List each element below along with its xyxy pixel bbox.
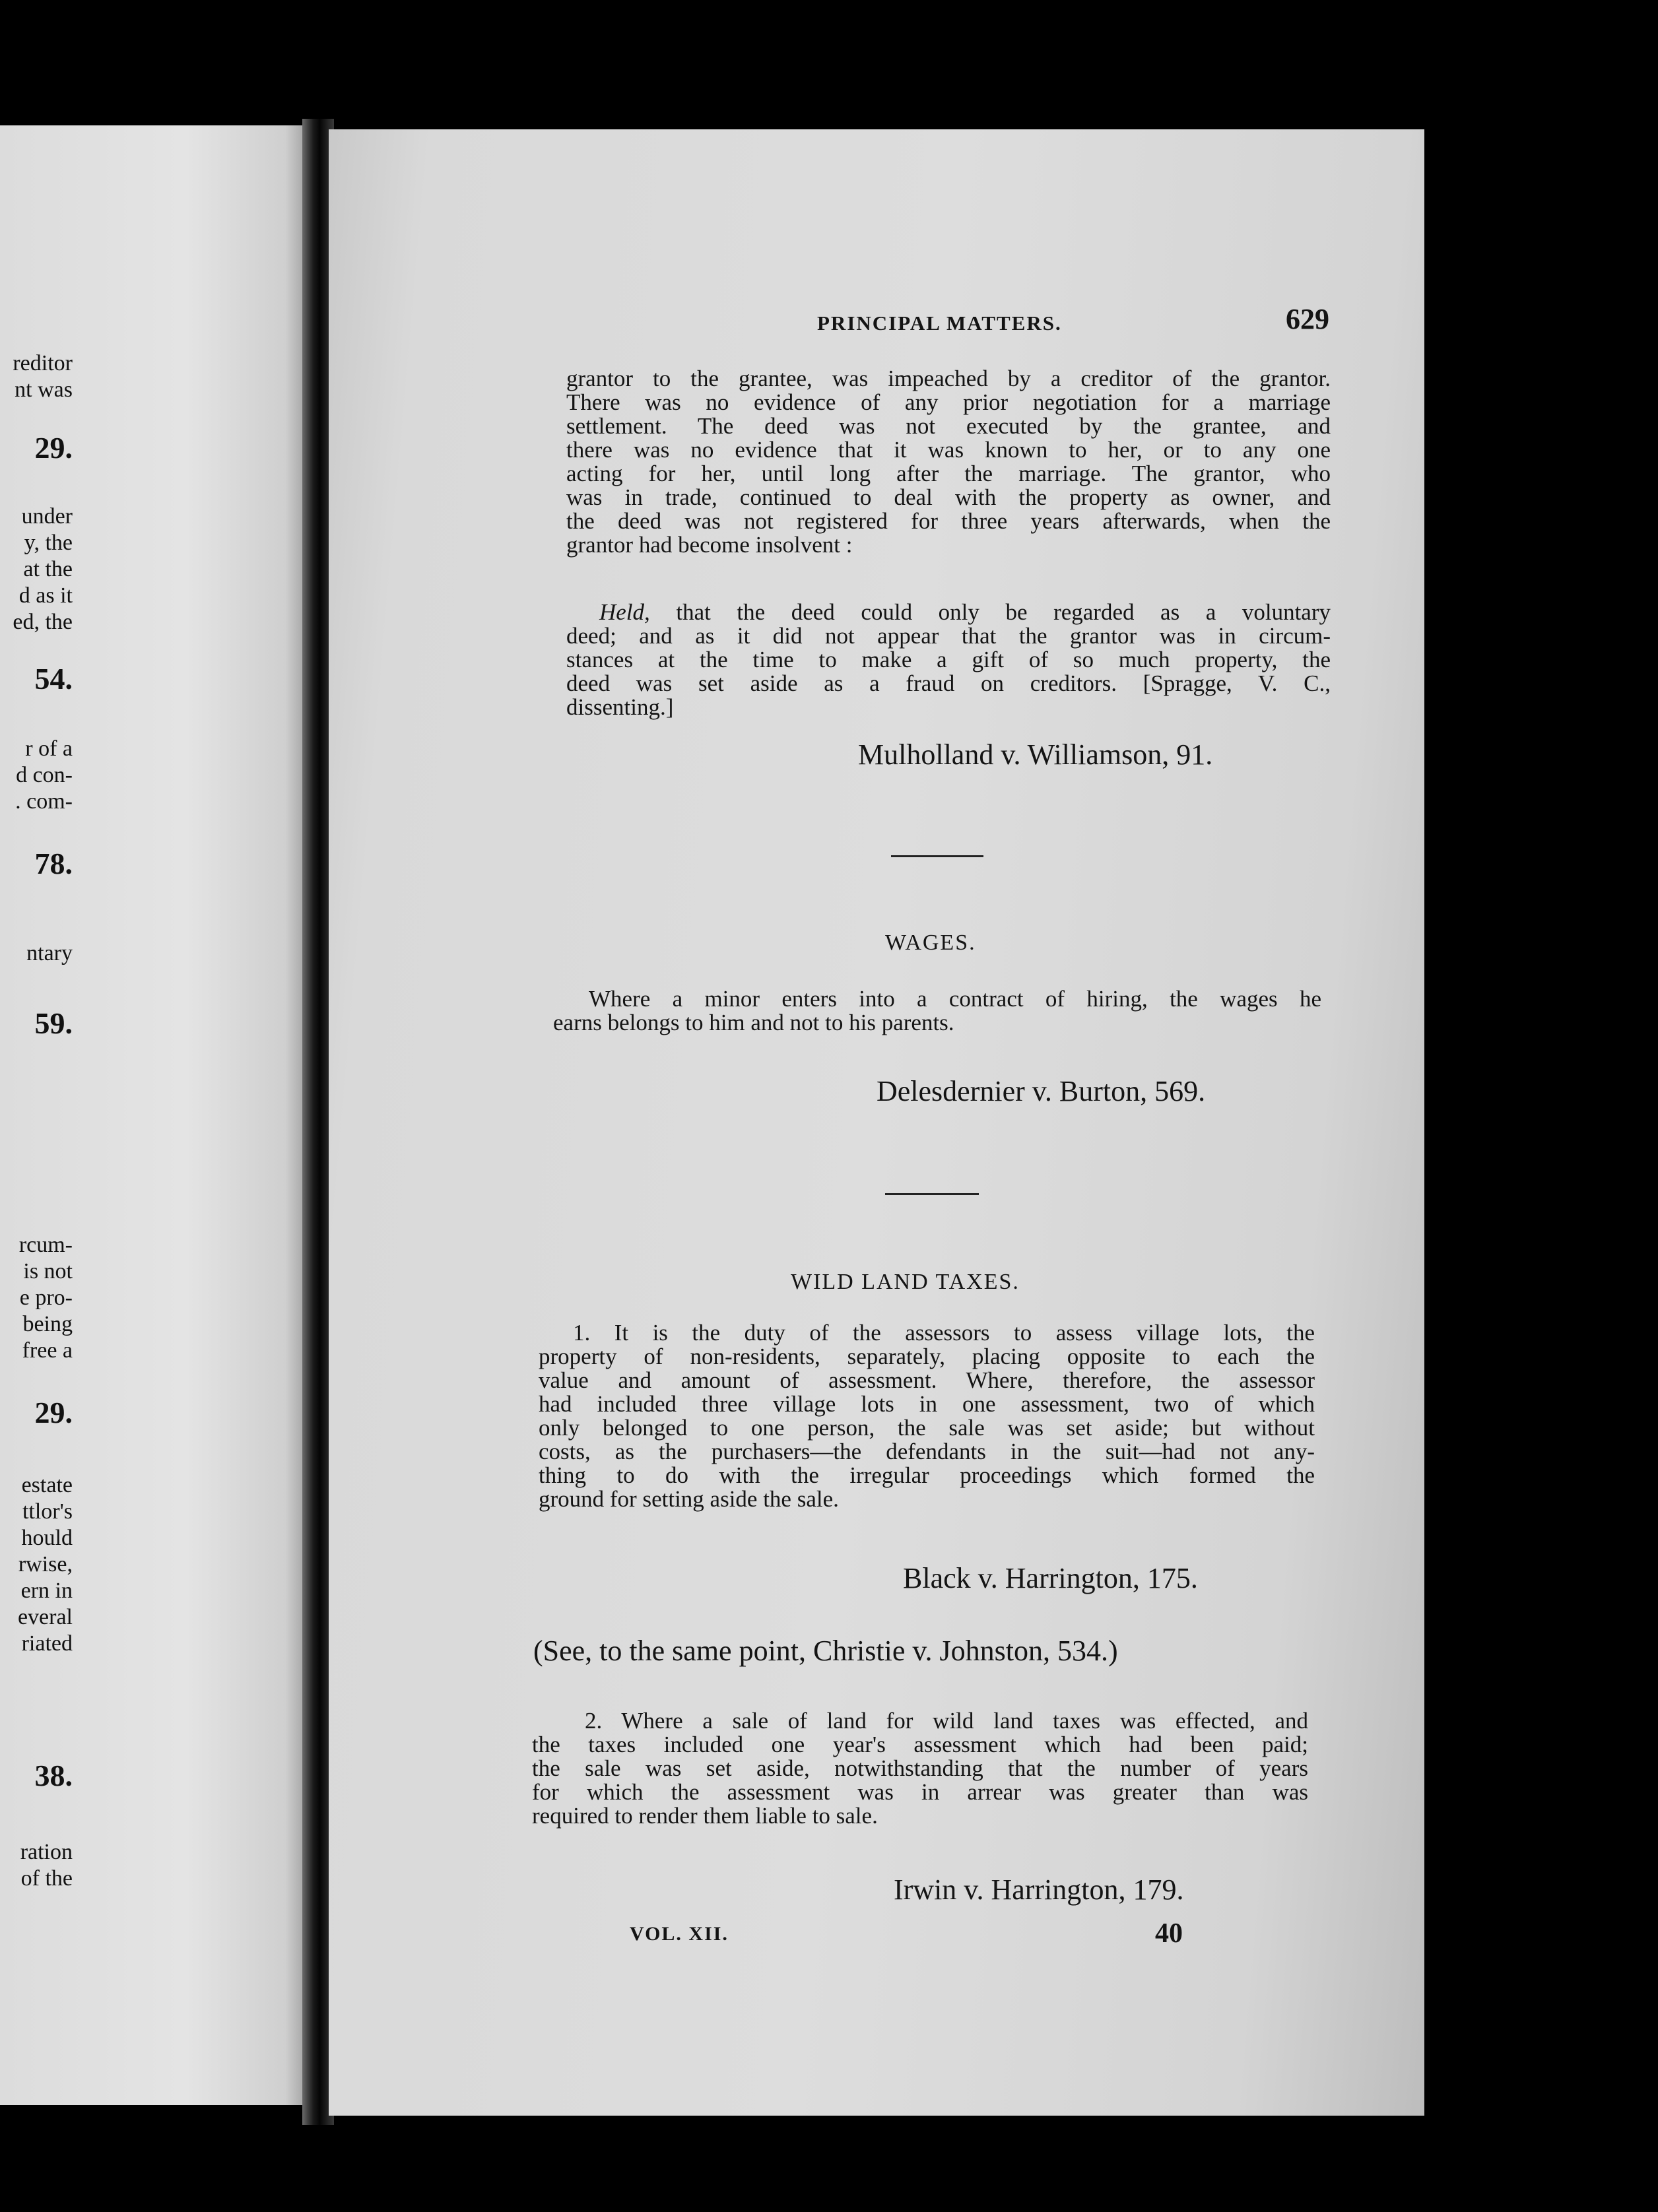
- left-fragment-line: ed, the: [13, 610, 73, 634]
- left-fragment-line: ttlor's: [22, 1499, 73, 1524]
- text-line: that the deed could only be regarded as a voluntary: [676, 599, 1331, 625]
- left-fragment-line: riated: [21, 1631, 73, 1656]
- section-divider: [885, 1193, 979, 1195]
- left-fragment-number: 54.: [34, 662, 73, 696]
- text-line: deed; and as it did not appear that the grantor was in circum-: [566, 623, 1331, 649]
- text-line: There was no evidence of any prior negotiation for a marriage: [566, 389, 1331, 415]
- left-fragment-number: 29.: [34, 1396, 73, 1429]
- left-fragment-line: rcum-: [18, 1233, 73, 1257]
- wild-land-item-1: [539, 1321, 1315, 1511]
- text-line: dissenting.]: [566, 694, 674, 720]
- left-fragment-line: nt was: [15, 377, 73, 402]
- text-line: stances at the time to make a gift of so much property, the: [566, 647, 1331, 672]
- left-fragment-number: 29.: [34, 431, 73, 465]
- text-line: for which the assessment was in arrear was greater than was: [532, 1779, 1308, 1805]
- left-fragment-line: hould: [21, 1526, 73, 1550]
- left-fragment-line: free a: [22, 1338, 73, 1363]
- left-fragment-line: ration: [20, 1840, 73, 1864]
- section-heading-wild-land-taxes: WILD LAND TAXES.: [791, 1270, 1020, 1294]
- text-line: property of non-residents, separately, placing opposite to each the: [539, 1344, 1315, 1369]
- wild-land-item-2: [532, 1709, 1308, 1828]
- left-fragment-line: estate: [21, 1473, 73, 1497]
- text-line: the deed was not registered for three years afterwards, when the: [566, 508, 1331, 534]
- wages-paragraph: [553, 987, 1321, 1035]
- left-fragment-line: d con-: [16, 763, 73, 787]
- right-page: [329, 129, 1424, 2116]
- volume-label: VOL. XII.: [630, 1923, 729, 1945]
- left-fragment-line: rwise,: [18, 1552, 73, 1577]
- left-fragment-line: under: [21, 504, 73, 529]
- left-fragment-line: ern in: [20, 1578, 73, 1603]
- text-line: 1. It is the duty of the assessors to assess village lots, the: [573, 1320, 1315, 1346]
- left-fragment-line: y, the: [24, 531, 73, 555]
- case-citation: Delesdernier v. Burton, 569.: [877, 1075, 1206, 1107]
- page-number: 629: [1286, 303, 1329, 335]
- text-line: acting for her, until long after the marriage. The grantor, who: [566, 461, 1331, 486]
- left-fragment-line: ntary: [26, 941, 73, 965]
- left-fragment-number: 78.: [34, 847, 73, 880]
- text-line: had included three village lots in one assessment, two of which: [539, 1391, 1315, 1417]
- signature-number: 40: [1155, 1918, 1183, 1949]
- see-also-citation: (See, to the same point, Christie v. Johnston, 534.): [533, 1635, 1118, 1667]
- text-line: costs, as the purchasers—the defendants in the suit—had not any-: [539, 1439, 1315, 1464]
- paragraph-continued: [566, 367, 1331, 557]
- section-heading-wages: WAGES.: [885, 930, 976, 955]
- left-fragment-number: 59.: [34, 1006, 73, 1040]
- left-fragment-line: e pro-: [19, 1285, 73, 1310]
- case-citation: Irwin v. Harrington, 179.: [894, 1873, 1184, 1906]
- text-line: settlement. The deed was not executed by the grantee, and: [566, 413, 1331, 439]
- left-fragment-line: reditor: [13, 351, 73, 375]
- text-line: earns belongs to him and not to his parents.: [553, 1010, 954, 1035]
- text-line: thing to do with the irregular proceedings which formed the: [539, 1462, 1315, 1488]
- left-fragment-line: of the: [20, 1866, 73, 1891]
- text-line-held: [566, 601, 1331, 624]
- left-fragment-line: d as it: [18, 583, 73, 608]
- text-line: value and amount of assessment. Where, therefore, the assessor: [539, 1367, 1315, 1393]
- case-citation: Black v. Harrington, 175.: [903, 1562, 1198, 1594]
- text-line: deed was set aside as a fraud on creditors. [Spragge, V. C.,: [566, 670, 1331, 696]
- text-line: was in trade, continued to deal with the property as owner, and: [566, 484, 1331, 510]
- left-fragment-line: at the: [23, 557, 73, 581]
- section-divider: [891, 855, 983, 857]
- left-fragment-line: being: [22, 1312, 73, 1336]
- holding-paragraph: [566, 601, 1331, 719]
- text-line: required to render them liable to sale.: [532, 1803, 878, 1829]
- text-line: 2. Where a sale of land for wild land taxes was effected, and: [585, 1708, 1308, 1734]
- held-label: Held,: [599, 599, 650, 625]
- left-page-fragment: [0, 125, 310, 2105]
- text-line: grantor had become insolvent :: [566, 532, 853, 558]
- text-line: there was no evidence that it was known to her, or to any one: [566, 437, 1331, 463]
- text-line: the sale was set aside, notwithstanding that the number of years: [532, 1755, 1308, 1781]
- text-line: grantor to the grantee, was impeached by a creditor of the grantor.: [566, 366, 1331, 391]
- left-fragment-line: r of a: [25, 736, 73, 761]
- text-line: the taxes included one year's assessment which had been paid;: [532, 1732, 1308, 1757]
- case-citation: Mulholland v. Williamson, 91.: [858, 738, 1213, 771]
- text-line: only belonged to one person, the sale was set aside; but without: [539, 1415, 1315, 1441]
- text-line: Where a minor enters into a contract of hiring, the wages he: [589, 986, 1321, 1012]
- left-fragment-line: everal: [17, 1605, 73, 1629]
- left-fragment-line: is not: [23, 1259, 73, 1284]
- left-fragment-number: 38.: [34, 1759, 73, 1792]
- running-title: PRINCIPAL MATTERS.: [817, 311, 1062, 335]
- left-fragment-line: . com-: [15, 789, 73, 814]
- text-line: ground for setting aside the sale.: [539, 1486, 839, 1512]
